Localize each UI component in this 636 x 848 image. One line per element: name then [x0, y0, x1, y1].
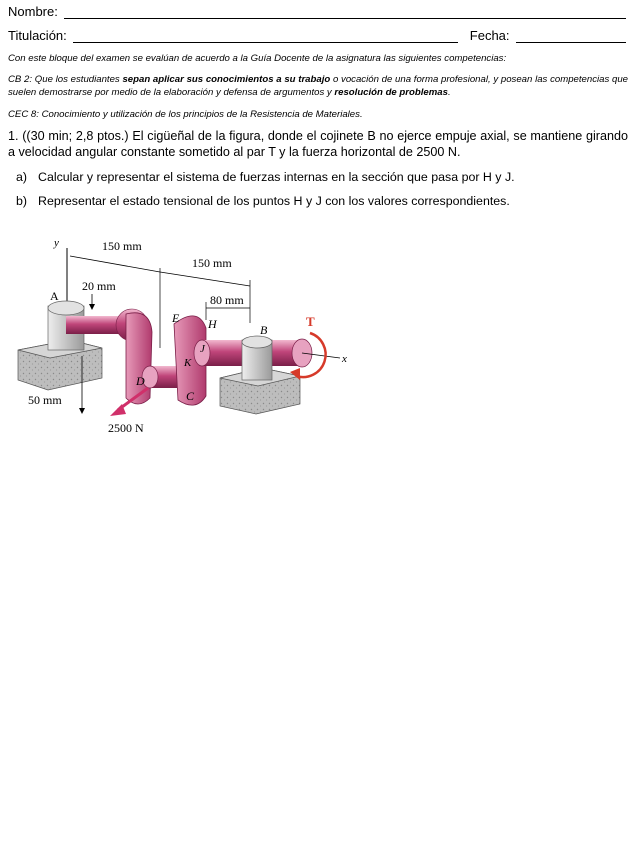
question-text: 1. ((30 min; 2,8 ptos.) El cigüeñal de la figura, donde el cojinete B no ejerce empuje axial, se mantiene girando a velocidad angular constante sometido al par T y la fuerza horizontal de 2500 N.: [8, 129, 628, 159]
nombre-label: Nombre:: [8, 4, 58, 19]
force-label: 2500 N: [108, 421, 144, 435]
nombre-field[interactable]: [64, 6, 626, 19]
item-label: b): [16, 194, 28, 208]
label-e: E: [172, 311, 180, 325]
dim-80: 80 mm: [210, 293, 244, 307]
cb2-bold-2: resolución de problemas: [334, 87, 448, 98]
question-item-a: [16, 170, 626, 184]
titulacion-label: Titulación:: [8, 28, 67, 43]
cb2-bold-1: sepan aplicar sus conocimientos a su trabajo: [122, 74, 331, 85]
label-x: x: [342, 353, 347, 365]
dim-50: 50 mm: [28, 393, 62, 407]
fecha-label: Fecha:: [469, 28, 510, 43]
cb2-mid: o vocación de una forma profesional, y posean las competencias que suelen demostrarse por medio de la elaboración y defensa de argumentos y: [8, 74, 629, 98]
label-h: H: [208, 317, 217, 331]
label-j: J: [200, 343, 205, 355]
titulacion-row: [8, 28, 626, 43]
cb2-pre: CB 2: Que los estudiantes: [8, 74, 123, 85]
dim-150-left: 150 mm: [102, 239, 142, 253]
label-b: B: [260, 323, 268, 337]
question-item-b: [16, 194, 626, 208]
fecha-field[interactable]: [516, 30, 626, 43]
item-text: Calcular y representar el sistema de fuerzas internas en la sección que pasa por H y J.: [38, 170, 515, 184]
label-y: y: [54, 237, 59, 249]
label-t: T: [306, 314, 315, 329]
dim-20: 20 mm: [82, 279, 116, 293]
titulacion-field[interactable]: [73, 30, 458, 43]
competencias-intro: Con este bloque del examen se evalúan de acuerdo a la Guía Docente de la asignatura las siguientes competencias:: [8, 53, 507, 64]
dim-150-right: 150 mm: [192, 256, 232, 270]
nombre-row: [8, 4, 626, 19]
item-label: a): [16, 170, 28, 184]
cb2-end: .: [447, 87, 451, 98]
label-d: D: [136, 374, 145, 388]
label-k: K: [184, 357, 192, 369]
cb2-paragraph: [8, 73, 628, 99]
label-a: A: [50, 289, 59, 303]
item-text: Representar el estado tensional de los puntos H y J con los valores correspondientes.: [38, 194, 510, 208]
crankshaft-figure: [10, 228, 355, 443]
cec8-paragraph: CEC 8: Conocimiento y utilización de los principios de la Resistencia de Materiales.: [8, 109, 363, 120]
label-c: C: [186, 389, 195, 403]
